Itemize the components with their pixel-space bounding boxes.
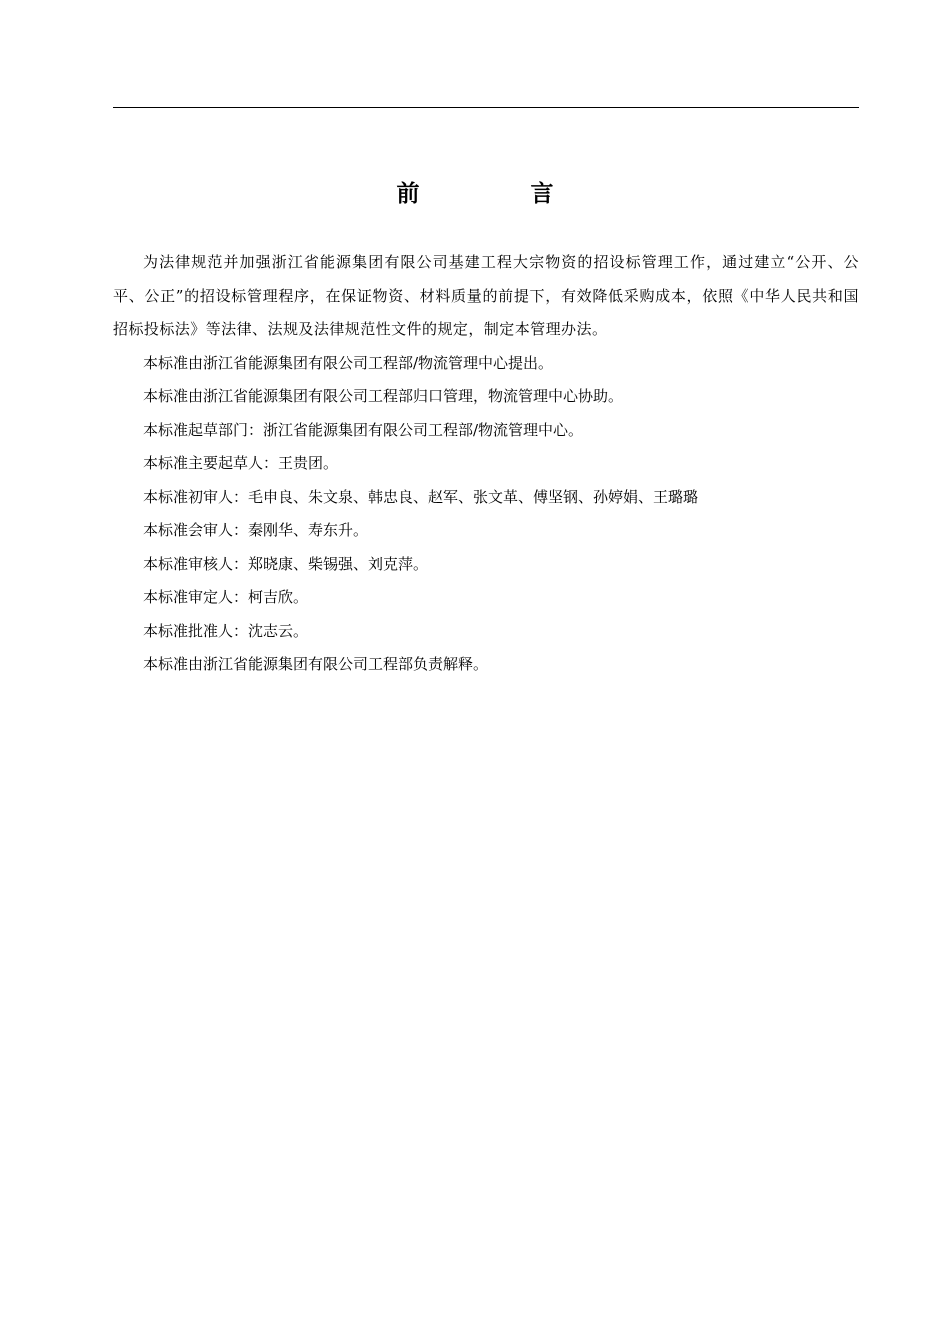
header-rule xyxy=(113,107,859,108)
proposer-statement: 本标准由浙江省能源集团有限公司工程部/物流管理中心提出。 xyxy=(143,353,554,372)
approver-of-finalization: 本标准审定人：柯吉欣。 xyxy=(143,588,309,606)
drafting-department: 本标准起草部门：浙江省能源集团有限公司工程部/物流管理中心。 xyxy=(143,420,584,439)
preliminary-reviewers: 本标准初审人：毛申良、朱文泉、韩忠良、赵军、张文革、傅坚钢、孙婷娟、王璐璐 xyxy=(143,487,699,506)
joint-reviewers: 本标准会审人：秦刚华、寿东升。 xyxy=(143,521,369,539)
interpretation-statement: 本标准由浙江省能源集团有限公司工程部负责解释。 xyxy=(143,655,489,673)
foreword-body xyxy=(113,246,859,682)
auditors: 本标准审核人：郑晓康、柴锡强、刘克萍。 xyxy=(143,554,429,573)
authorizer: 本标准批准人：沈志云。 xyxy=(143,621,309,640)
management-statement: 本标准由浙江省能源集团有限公司工程部归口管理，物流管理中心协助。 xyxy=(143,387,624,405)
main-drafter: 本标准主要起草人：王贵团。 xyxy=(143,454,339,472)
page-title: 前 言 xyxy=(396,181,598,207)
foreword-intro-paragraph: 为法律规范并加强浙江省能源集团有限公司基建工程大宗物资的招设标管理工作，通过建立“公开、公平、公正”的招设标管理程序，在保证物资、材料质量的前提下，有效降低采购成本，依照《中华人民共和国招标投标法》等法律、法规及法律规范性文件的规定，制定本管理办法。 xyxy=(113,253,859,338)
